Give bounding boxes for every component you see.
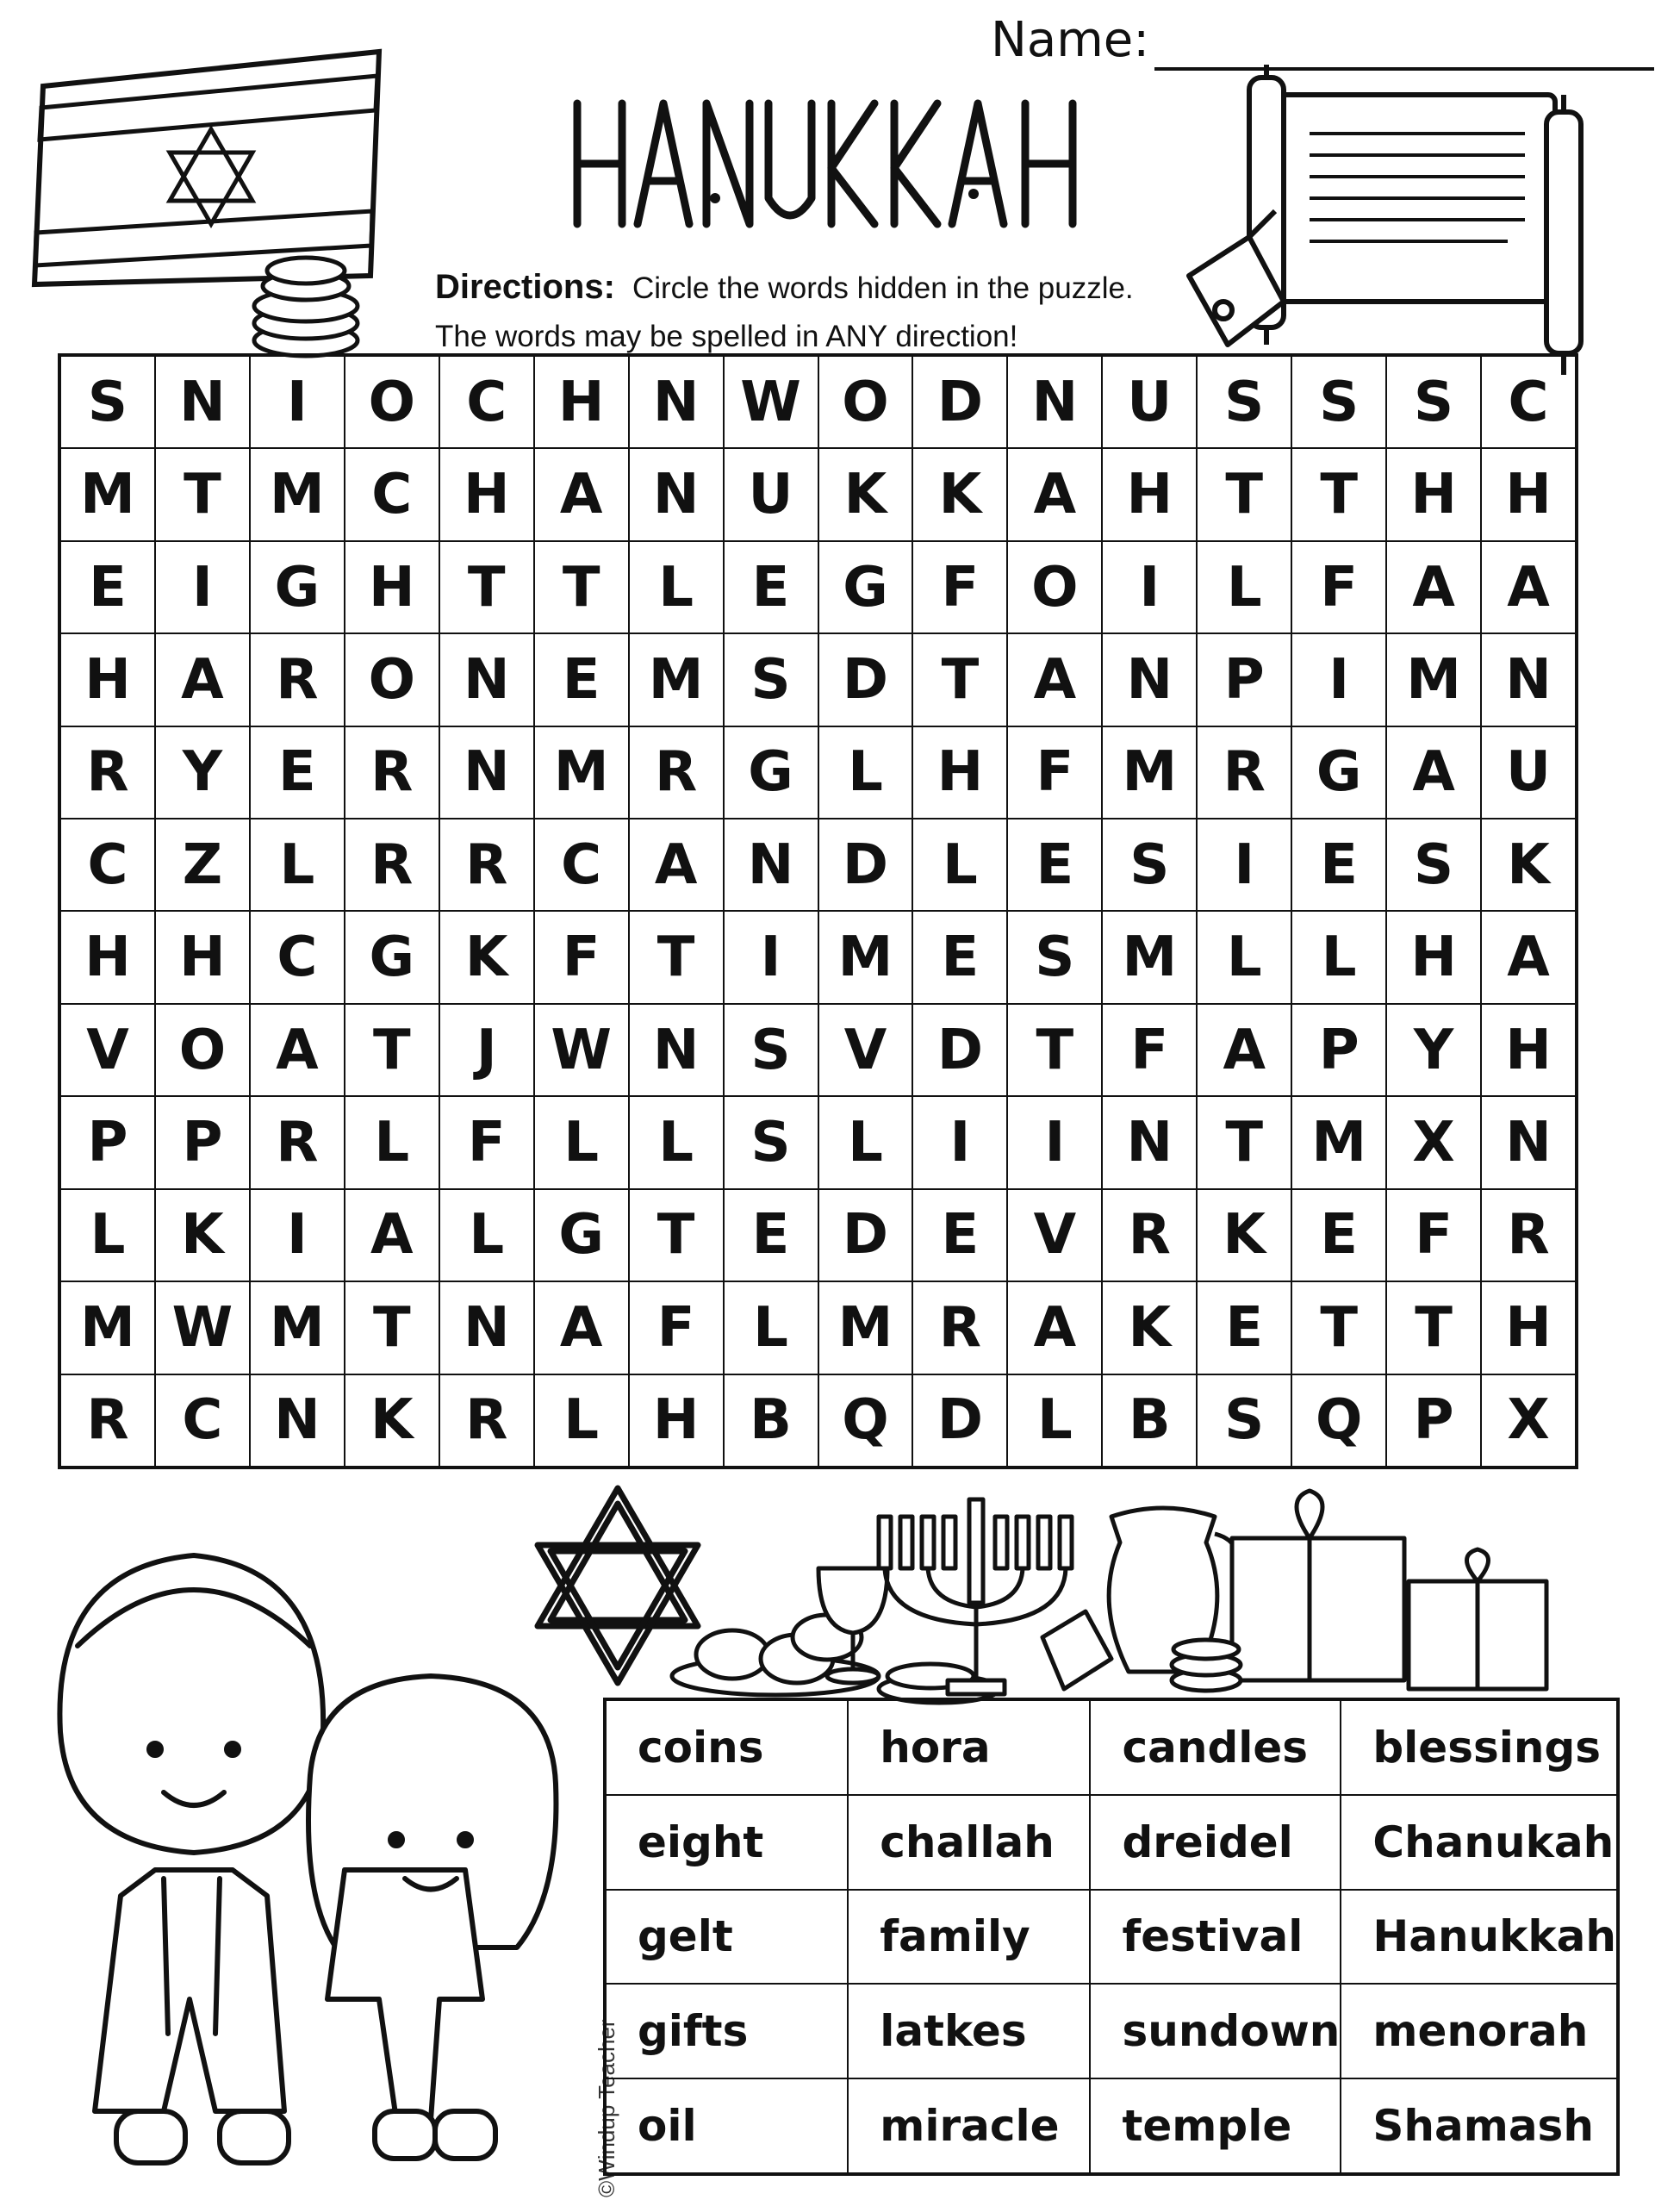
puzzle-cell[interactable]: E: [912, 1189, 1007, 1281]
word-bank-item: Shamash: [1341, 2078, 1617, 2173]
puzzle-cell[interactable]: C: [250, 911, 345, 1003]
puzzle-cell[interactable]: H: [1481, 448, 1576, 540]
puzzle-cell[interactable]: N: [439, 633, 534, 726]
puzzle-cell[interactable]: A: [1007, 1281, 1102, 1374]
puzzle-cell[interactable]: A: [1007, 633, 1102, 726]
puzzle-cell[interactable]: L: [818, 1096, 913, 1188]
puzzle-cell[interactable]: L: [534, 1374, 629, 1467]
puzzle-cell[interactable]: A: [534, 1281, 629, 1374]
puzzle-cell[interactable]: A: [1481, 541, 1576, 633]
puzzle-cell[interactable]: K: [345, 1374, 439, 1467]
puzzle-cell[interactable]: O: [818, 356, 913, 448]
puzzle-cell[interactable]: Z: [155, 819, 250, 911]
puzzle-cell[interactable]: A: [345, 1189, 439, 1281]
puzzle-cell[interactable]: N: [439, 726, 534, 819]
puzzle-cell[interactable]: G: [534, 1189, 629, 1281]
puzzle-cell[interactable]: G: [1291, 726, 1386, 819]
word-bank-item: miracle: [848, 2078, 1090, 2173]
puzzle-cell[interactable]: L: [1007, 1374, 1102, 1467]
puzzle-cell[interactable]: Q: [818, 1374, 913, 1467]
puzzle-cell[interactable]: S: [1007, 911, 1102, 1003]
word-bank-item: blessings: [1341, 1700, 1617, 1795]
puzzle-cell[interactable]: P: [1386, 1374, 1481, 1467]
directions-heading: Directions:: [435, 268, 615, 306]
puzzle-cell[interactable]: R: [250, 633, 345, 726]
puzzle-cell[interactable]: H: [60, 911, 155, 1003]
puzzle-cell[interactable]: C: [439, 356, 534, 448]
puzzle-cell[interactable]: I: [1197, 819, 1291, 911]
puzzle-cell[interactable]: R: [439, 819, 534, 911]
puzzle-cell[interactable]: W: [155, 1281, 250, 1374]
puzzle-cell[interactable]: Y: [155, 726, 250, 819]
puzzle-cell[interactable]: D: [818, 819, 913, 911]
puzzle-cell[interactable]: L: [534, 1096, 629, 1188]
puzzle-cell[interactable]: S: [724, 633, 818, 726]
puzzle-cell[interactable]: M: [1102, 911, 1197, 1003]
puzzle-cell[interactable]: T: [439, 541, 534, 633]
word-bank-item: sundown: [1090, 1984, 1341, 2078]
word-bank-item: Chanukah: [1341, 1795, 1617, 1890]
puzzle-cell[interactable]: T: [629, 1189, 724, 1281]
boy-figure: [59, 1555, 323, 2163]
puzzle-cell[interactable]: N: [1007, 356, 1102, 448]
puzzle-cell[interactable]: K: [818, 448, 913, 540]
puzzle-cell[interactable]: E: [534, 633, 629, 726]
puzzle-cell[interactable]: R: [60, 1374, 155, 1467]
puzzle-cell[interactable]: R: [250, 1096, 345, 1188]
word-bank-item: menorah: [1341, 1984, 1617, 2078]
puzzle-cell[interactable]: M: [1102, 726, 1197, 819]
puzzle-cell[interactable]: T: [629, 911, 724, 1003]
copyright-credit: [564, 1939, 619, 2197]
puzzle-cell[interactable]: W: [724, 356, 818, 448]
puzzle-cell[interactable]: S: [724, 1096, 818, 1188]
puzzle-cell[interactable]: D: [818, 1189, 913, 1281]
word-bank-item: gelt: [606, 1890, 848, 1985]
puzzle-cell[interactable]: L: [345, 1096, 439, 1188]
puzzle-cell[interactable]: T: [1386, 1281, 1481, 1374]
puzzle-cell[interactable]: W: [534, 1004, 629, 1096]
puzzle-cell[interactable]: L: [818, 726, 913, 819]
gelt-coins-icon: [241, 250, 370, 362]
word-bank-item: hora: [848, 1700, 1090, 1795]
dreidel-icon: [1042, 1611, 1111, 1689]
puzzle-cell[interactable]: H: [345, 541, 439, 633]
puzzle-cell[interactable]: E: [1007, 819, 1102, 911]
puzzle-cell[interactable]: M: [60, 448, 155, 540]
gift-boxes-icon: [1232, 1491, 1546, 1689]
puzzle-cell[interactable]: D: [818, 633, 913, 726]
puzzle-cell[interactable]: L: [912, 819, 1007, 911]
puzzle-cell[interactable]: R: [345, 819, 439, 911]
puzzle-cell[interactable]: C: [1481, 356, 1576, 448]
puzzle-cell[interactable]: K: [1481, 819, 1576, 911]
puzzle-cell[interactable]: O: [1007, 541, 1102, 633]
puzzle-cell[interactable]: H: [629, 1374, 724, 1467]
word-bank-item: oil: [606, 2078, 848, 2173]
puzzle-cell[interactable]: F: [1007, 726, 1102, 819]
word-bank-item: eight: [606, 1795, 848, 1890]
puzzle-cell[interactable]: D: [912, 1004, 1007, 1096]
puzzle-cell[interactable]: B: [724, 1374, 818, 1467]
puzzle-cell[interactable]: L: [1197, 541, 1291, 633]
puzzle-cell[interactable]: H: [912, 726, 1007, 819]
puzzle-cell[interactable]: M: [250, 448, 345, 540]
puzzle-cell[interactable]: R: [60, 726, 155, 819]
puzzle-cell[interactable]: H: [155, 911, 250, 1003]
puzzle-cell[interactable]: X: [1481, 1374, 1576, 1467]
word-search-grid[interactable]: [58, 353, 1578, 1469]
puzzle-cell[interactable]: O: [345, 356, 439, 448]
puzzle-cell[interactable]: M: [818, 1281, 913, 1374]
puzzle-cell[interactable]: S: [1386, 819, 1481, 911]
word-bank-item: dreidel: [1090, 1795, 1341, 1890]
puzzle-cell[interactable]: E: [724, 1189, 818, 1281]
puzzle-cell[interactable]: U: [1102, 356, 1197, 448]
puzzle-cell[interactable]: A: [1386, 541, 1481, 633]
puzzle-cell[interactable]: N: [1102, 1096, 1197, 1188]
puzzle-cell[interactable]: U: [1481, 726, 1576, 819]
puzzle-cell[interactable]: S: [1197, 1374, 1291, 1467]
torah-scroll-icon: [1180, 60, 1663, 379]
puzzle-cell[interactable]: T: [1291, 1281, 1386, 1374]
puzzle-cell[interactable]: N: [155, 356, 250, 448]
puzzle-cell[interactable]: R: [345, 726, 439, 819]
word-bank-item: festival: [1090, 1890, 1341, 1985]
puzzle-cell[interactable]: R: [1481, 1189, 1576, 1281]
puzzle-cell[interactable]: T: [1007, 1004, 1102, 1096]
puzzle-cell[interactable]: N: [629, 1004, 724, 1096]
puzzle-cell[interactable]: L: [439, 1189, 534, 1281]
puzzle-cell[interactable]: P: [60, 1096, 155, 1188]
puzzle-cell[interactable]: T: [1197, 1096, 1291, 1188]
puzzle-cell[interactable]: T: [345, 1004, 439, 1096]
hanukkah-table-illustration: [629, 1465, 1637, 1706]
puzzle-cell[interactable]: H: [1481, 1281, 1576, 1374]
puzzle-cell[interactable]: M: [250, 1281, 345, 1374]
puzzle-cell[interactable]: P: [1197, 633, 1291, 726]
puzzle-cell[interactable]: M: [629, 633, 724, 726]
puzzle-cell[interactable]: C: [345, 448, 439, 540]
puzzle-cell[interactable]: T: [155, 448, 250, 540]
directions: [435, 263, 1228, 361]
puzzle-cell[interactable]: A: [534, 448, 629, 540]
puzzle-cell[interactable]: T: [1197, 448, 1291, 540]
puzzle-cell[interactable]: N: [250, 1374, 345, 1467]
puzzle-cell[interactable]: I: [1291, 633, 1386, 726]
word-bank-table: [603, 1698, 1620, 2176]
puzzle-cell[interactable]: N: [1102, 633, 1197, 726]
puzzle-cell[interactable]: T: [345, 1281, 439, 1374]
puzzle-cell[interactable]: I: [250, 356, 345, 448]
puzzle-cell[interactable]: E: [912, 911, 1007, 1003]
puzzle-cell[interactable]: G: [345, 911, 439, 1003]
puzzle-cell[interactable]: I: [250, 1189, 345, 1281]
puzzle-cell[interactable]: A: [1481, 911, 1576, 1003]
puzzle-cell[interactable]: A: [155, 633, 250, 726]
puzzle-cell[interactable]: L: [250, 819, 345, 911]
word-bank-item: family: [848, 1890, 1090, 1985]
puzzle-cell[interactable]: M: [818, 911, 913, 1003]
puzzle-cell[interactable]: A: [629, 819, 724, 911]
puzzle-cell[interactable]: V: [818, 1004, 913, 1096]
puzzle-cell[interactable]: F: [912, 541, 1007, 633]
word-bank-item: temple: [1090, 2078, 1341, 2173]
puzzle-cell[interactable]: S: [60, 356, 155, 448]
puzzle-cell[interactable]: M: [1291, 1096, 1386, 1188]
word-bank-item: coins: [606, 1700, 848, 1795]
puzzle-cell[interactable]: K: [1197, 1189, 1291, 1281]
puzzle-cell[interactable]: V: [1007, 1189, 1102, 1281]
puzzle-cell[interactable]: I: [912, 1096, 1007, 1188]
puzzle-cell[interactable]: B: [1102, 1374, 1197, 1467]
puzzle-cell[interactable]: N: [629, 356, 724, 448]
word-bank-item: challah: [848, 1795, 1090, 1890]
puzzle-cell[interactable]: F: [629, 1281, 724, 1374]
word-bank-item: latkes: [848, 1984, 1090, 2078]
puzzle-cell[interactable]: H: [1386, 448, 1481, 540]
puzzle-cell[interactable]: O: [155, 1004, 250, 1096]
puzzle-cell[interactable]: F: [1291, 541, 1386, 633]
gelt-coins-icon: [1172, 1640, 1241, 1691]
puzzle-cell[interactable]: E: [1291, 1189, 1386, 1281]
puzzle-cell[interactable]: E: [1291, 819, 1386, 911]
puzzle-cell[interactable]: L: [60, 1189, 155, 1281]
puzzle-cell[interactable]: F: [1386, 1189, 1481, 1281]
puzzle-cell[interactable]: X: [1386, 1096, 1481, 1188]
puzzle-cell[interactable]: I: [724, 911, 818, 1003]
puzzle-cell[interactable]: S: [1386, 356, 1481, 448]
puzzle-cell[interactable]: N: [629, 448, 724, 540]
puzzle-cell[interactable]: N: [1481, 1096, 1576, 1188]
puzzle-cell[interactable]: L: [1197, 911, 1291, 1003]
puzzle-cell[interactable]: H: [60, 633, 155, 726]
puzzle-cell[interactable]: A: [1386, 726, 1481, 819]
puzzle-cell[interactable]: R: [912, 1281, 1007, 1374]
puzzle-cell[interactable]: I: [1007, 1096, 1102, 1188]
name-label: Name:: [991, 12, 1150, 68]
puzzle-cell[interactable]: E: [1197, 1281, 1291, 1374]
puzzle-cell[interactable]: G: [250, 541, 345, 633]
puzzle-cell[interactable]: P: [155, 1096, 250, 1188]
puzzle-cell[interactable]: Y: [1386, 1004, 1481, 1096]
puzzle-cell[interactable]: I: [155, 541, 250, 633]
puzzle-cell[interactable]: N: [439, 1281, 534, 1374]
puzzle-cell[interactable]: M: [534, 726, 629, 819]
puzzle-cell[interactable]: S: [1291, 356, 1386, 448]
puzzle-cell[interactable]: A: [1007, 448, 1102, 540]
credit-text: ©Windup Teacher: [594, 2019, 619, 2197]
puzzle-cell[interactable]: T: [1291, 448, 1386, 540]
directions-line-2: The words may be spelled in ANY direction!: [435, 320, 1018, 353]
directions-line-1: Circle the words hidden in the puzzle.: [632, 271, 1134, 305]
puzzle-cell[interactable]: K: [912, 448, 1007, 540]
children-illustration: [34, 1517, 586, 2197]
puzzle-cell[interactable]: R: [439, 1374, 534, 1467]
puzzle-cell[interactable]: F: [1102, 1004, 1197, 1096]
hanukkah-title-graphic: [569, 86, 1103, 237]
puzzle-cell[interactable]: R: [629, 726, 724, 819]
puzzle-cell[interactable]: H: [439, 448, 534, 540]
puzzle-cell[interactable]: N: [1481, 633, 1576, 726]
puzzle-cell[interactable]: L: [629, 541, 724, 633]
puzzle-cell[interactable]: K: [439, 911, 534, 1003]
word-bank-item: Hanukkah: [1341, 1890, 1617, 1985]
puzzle-cell[interactable]: M: [60, 1281, 155, 1374]
puzzle-cell[interactable]: V: [60, 1004, 155, 1096]
puzzle-cell[interactable]: E: [250, 726, 345, 819]
puzzle-cell[interactable]: C: [155, 1374, 250, 1467]
girl-figure: [308, 1676, 556, 2159]
puzzle-cell[interactable]: S: [1102, 819, 1197, 911]
puzzle-cell[interactable]: J: [439, 1004, 534, 1096]
puzzle-cell[interactable]: A: [250, 1004, 345, 1096]
puzzle-cell[interactable]: E: [60, 541, 155, 633]
puzzle-cell[interactable]: T: [534, 541, 629, 633]
puzzle-cell[interactable]: C: [60, 819, 155, 911]
puzzle-cell[interactable]: E: [724, 541, 818, 633]
puzzle-cell[interactable]: O: [345, 633, 439, 726]
puzzle-cell[interactable]: L: [629, 1096, 724, 1188]
puzzle-cell[interactable]: G: [724, 726, 818, 819]
puzzle-cell[interactable]: K: [1102, 1281, 1197, 1374]
puzzle-cell[interactable]: M: [1386, 633, 1481, 726]
puzzle-cell[interactable]: P: [1291, 1004, 1386, 1096]
puzzle-cell[interactable]: R: [1197, 726, 1291, 819]
puzzle-cell[interactable]: F: [439, 1096, 534, 1188]
puzzle-cell[interactable]: Q: [1291, 1374, 1386, 1467]
puzzle-cell[interactable]: T: [912, 633, 1007, 726]
puzzle-cell[interactable]: A: [1197, 1004, 1291, 1096]
puzzle-cell[interactable]: H: [1481, 1004, 1576, 1096]
puzzle-cell[interactable]: U: [724, 448, 818, 540]
puzzle-cell[interactable]: K: [155, 1189, 250, 1281]
word-bank-item: candles: [1090, 1700, 1341, 1795]
puzzle-cell[interactable]: R: [1102, 1189, 1197, 1281]
puzzle-cell[interactable]: N: [724, 819, 818, 911]
puzzle-cell[interactable]: H: [534, 356, 629, 448]
puzzle-cell[interactable]: I: [1102, 541, 1197, 633]
puzzle-cell[interactable]: G: [818, 541, 913, 633]
puzzle-cell[interactable]: L: [724, 1281, 818, 1374]
puzzle-cell[interactable]: D: [912, 1374, 1007, 1467]
puzzle-cell[interactable]: F: [534, 911, 629, 1003]
puzzle-cell[interactable]: H: [1386, 911, 1481, 1003]
puzzle-cell[interactable]: C: [534, 819, 629, 911]
puzzle-cell[interactable]: S: [724, 1004, 818, 1096]
puzzle-cell[interactable]: H: [1102, 448, 1197, 540]
puzzle-cell[interactable]: S: [1197, 356, 1291, 448]
puzzle-cell[interactable]: D: [912, 356, 1007, 448]
word-bank-item: gifts: [606, 1984, 848, 2078]
puzzle-cell[interactable]: L: [1291, 911, 1386, 1003]
